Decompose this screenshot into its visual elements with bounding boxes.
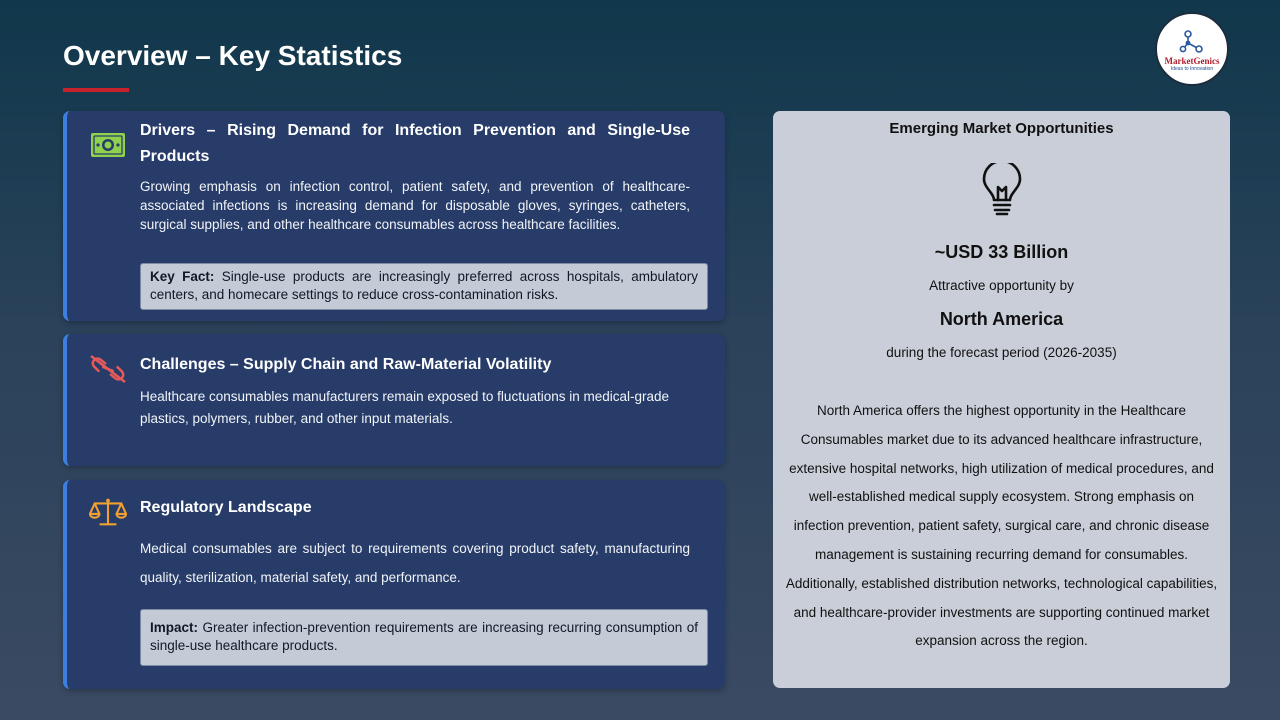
challenges-card bbox=[63, 334, 725, 466]
key-fact-callout bbox=[140, 263, 708, 310]
page-title: Overview – Key Statistics bbox=[63, 40, 403, 71]
opportunity-description: North America offers the highest opportunity in the Healthcare Consumables market due to its advanced healthcare infrastructure, extensive hospital networks, high utilization of medical procedures, and well-established medical supply ecosystem. Strong emphasis on infection prevention, patient safety, surgical care, and chronic disease management is sustaining recurring demand for consumables. Additionally, established distribution networks, technological capabilities, and healthcare-provider investments are supporting continued market expansion across the region. bbox=[785, 403, 1218, 649]
challenges-title: Challenges – Supply Chain and Raw-Material Volatility bbox=[140, 356, 552, 373]
opportunity-value: ~USD 33 Billion bbox=[934, 242, 1069, 262]
logo-tagline: Ideas to Innovation bbox=[1170, 65, 1214, 72]
lightbulb-icon bbox=[773, 163, 1230, 219]
regulatory-body: Medical consumables are subject to requirements covering product safety, manufacturing quality, sterilization, material safety, and performance. bbox=[140, 541, 690, 585]
challenges-body: Healthcare consumables manufacturers remain exposed to fluctuations in medical-grade plastics, polymers, rubber, and other input materials. bbox=[140, 389, 670, 426]
regulatory-card bbox=[63, 480, 725, 689]
regulatory-title: Regulatory Landscape bbox=[140, 499, 312, 516]
drivers-body: Growing emphasis on infection control, patient safety, and prevention of healthcare-associated infections is increasing demand for disposable gloves, syringes, catheters, surgical supplies, and other healthcare consumables across healthcare facilities. bbox=[140, 179, 690, 232]
key-fact-text: Single-use products are increasingly preferred across hospitals, ambulatory centers, and homecare settings to reduce cross-contamination risks. bbox=[150, 269, 698, 302]
impact-text: Greater infection-prevention requirements are increasing recurring consumption of single-use healthcare products. bbox=[150, 620, 698, 653]
broken-link-icon bbox=[89, 353, 127, 385]
opportunity-title: Emerging Market Opportunities bbox=[889, 120, 1114, 137]
key-fact-label: Key Fact: bbox=[150, 269, 215, 284]
drivers-card bbox=[63, 111, 725, 321]
opportunity-region: North America bbox=[939, 309, 1064, 329]
impact-label: Impact: bbox=[150, 620, 199, 635]
impact-callout bbox=[140, 609, 708, 666]
forecast-period: during the forecast period (2026-2035) bbox=[886, 345, 1117, 360]
logo-name: MarketGenics bbox=[1164, 55, 1220, 66]
opportunity-subtitle: Attractive opportunity by bbox=[929, 278, 1074, 293]
company-logo bbox=[1155, 12, 1229, 86]
title-underline bbox=[63, 88, 129, 92]
drivers-title: Drivers – Rising Demand for Infection Prevention and Single-Use Products bbox=[140, 122, 690, 165]
money-icon bbox=[89, 129, 127, 161]
molecule-icon bbox=[1179, 29, 1205, 55]
scales-icon bbox=[89, 496, 127, 528]
market-opportunity-panel bbox=[773, 111, 1230, 688]
